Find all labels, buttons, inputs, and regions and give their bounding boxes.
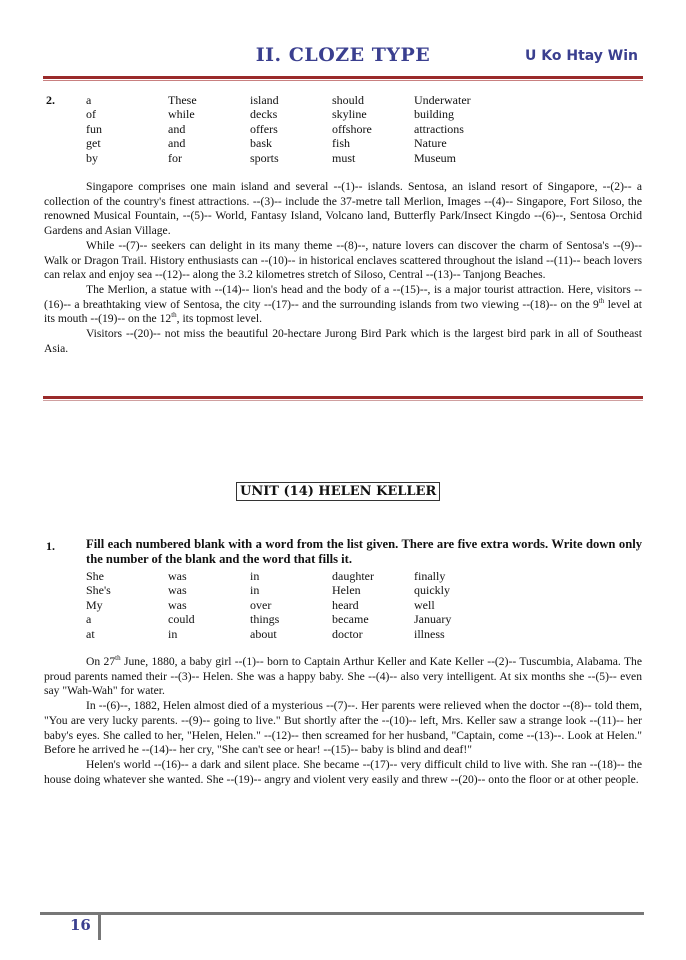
word-list-item: daughter [332, 569, 374, 583]
word-list-row [86, 612, 451, 626]
passage-paragraph: In --(6)--, 1882, Helen almost died of a mysterious --(7)--. Her parents were relieved when the doctor --(8)-- told them, "You are very lucky parents. --(9)-- going to live." But shortly after the --(10)-- left, Mrs. Keller saw a strange look --(11)-- her baby's eyes. She called to her, "Helen, Helen." --(12)-- then screamed for her husband, "Captain, come --(13)--. Look at Helen." Before he arrived he --(14)-- her cry, "She can't see or hear! --(15)-- baby is blind and deaf!" [44, 699, 642, 757]
word-list-item: Nature [414, 136, 447, 151]
word-list-item: and [168, 121, 186, 136]
section-divider-thin [43, 400, 643, 401]
author-name: U Ko Htay Win [525, 48, 638, 64]
passage-paragraph: Helen's world --(16)-- a dark and silent place. She became --(17)-- very difficult child to live with. She ran --(18)-- the house doing whatever she wanted. She --(19)-- angry and violent very easily and threw --(20)-- onto the floor or at other people. [44, 757, 642, 786]
section-divider [43, 396, 643, 399]
word-list-item: My [86, 597, 103, 612]
unit-title: UNIT (14) HELEN KELLER [236, 482, 440, 501]
word-list-item: in [168, 626, 178, 641]
word-list-row [86, 627, 451, 641]
word-list-row [86, 136, 471, 150]
cloze-passage [44, 180, 642, 356]
word-list-item: get [86, 136, 101, 151]
word-list-item: well [414, 597, 435, 612]
word-list-item: fun [86, 121, 102, 136]
word-list-row [86, 122, 471, 136]
word-list-item: a [86, 93, 92, 107]
word-list-item: fish [332, 136, 350, 151]
word-list-item: and [168, 136, 186, 151]
word-list-item: heard [332, 597, 359, 612]
word-list-item: Museum [414, 150, 456, 165]
word-list-item: at [86, 626, 95, 641]
word-list-item: She [86, 569, 104, 583]
word-list-table [86, 569, 451, 641]
footer-bar [98, 912, 101, 940]
word-list-item: was [168, 597, 187, 612]
word-list-item: sports [250, 150, 279, 165]
exercise-instruction: Fill each numbered blank with a word from the list given. There are five extra words. Write down only the number of the blank and the word that fills it. [86, 537, 642, 566]
word-list-item: These [168, 93, 197, 107]
exercise-number: 2. [46, 93, 55, 107]
word-list-item: could [168, 612, 195, 627]
word-list-item: while [168, 107, 195, 122]
word-list-item: offshore [332, 121, 372, 136]
word-list-item: attractions [414, 121, 464, 136]
word-list-item: island [250, 93, 279, 107]
ordinal-suffix: th [115, 654, 121, 663]
word-list-item: became [332, 612, 369, 627]
word-list-item: must [332, 150, 356, 165]
paragraph-text: On 27 [86, 655, 116, 668]
exercise-number: 1. [46, 539, 55, 553]
passage-paragraph [44, 655, 642, 699]
ordinal-suffix: th [598, 296, 605, 305]
word-list-item: should [332, 93, 365, 107]
cloze-passage [44, 655, 642, 787]
section-title: II. CLOZE TYPE [255, 44, 431, 66]
word-list-item: Underwater [414, 93, 471, 107]
word-list-item: about [250, 626, 277, 641]
word-list-row [86, 583, 451, 597]
word-list-item: quickly [414, 583, 450, 598]
word-list-item: was [168, 569, 187, 583]
word-list-item: a [86, 612, 92, 627]
word-list-item: January [414, 612, 452, 627]
paragraph-text: The Merlion, a statue with --(14)-- lion's head and the body of a --(15)--, is a major tourist attraction. Here, visitors --(16)-- a breathtaking view of Sentosa, the city --(17)-- and the surrounding islands from two viewing --(18)-- on the 9 [44, 282, 642, 311]
word-list-item: finally [414, 569, 446, 583]
word-list-item: by [86, 150, 98, 165]
word-list-item: of [86, 107, 96, 122]
paragraph-text: , its topmost level. [176, 312, 262, 326]
word-list-item: decks [250, 107, 278, 122]
word-list-row [86, 151, 471, 165]
passage-paragraph: While --(7)-- seekers can delight in its many theme --(8)--, nature lovers can discover the charm of Sentosa's --(9)-- Walk or Dragon Trail. History enthusiasts can --(10)-- in historical enclaves scattered throughout the island --(11)-- beach lovers can relax and enjoy sea --(12)-- along the 3.2 kilometres stretch of Siloso, Central --(13)-- Tanjong Beaches. [44, 238, 642, 282]
word-list-row [86, 107, 471, 121]
word-list-item: Helen [332, 583, 361, 598]
word-list-item: illness [414, 626, 445, 641]
word-list-row [86, 598, 451, 612]
header-divider-thin [43, 80, 643, 81]
passage-paragraph [44, 283, 642, 327]
word-list-item: for [168, 150, 182, 165]
passage-paragraph: Singapore comprises one main island and several --(1)-- islands. Sentosa, an island resort of Singapore, --(2)-- a collection of the country's finest attractions. --(3)-- include the 37-metre tall Merlion, Images --(4)-- Singapore, Fort Siloso, the renowned Musical Fountain, --(5)-- World, Fantasy Island, Volcano land, Butterfly Park/Insect Kingdo --(6)--, Sentosa Orchid Gardens and Asian Village. [44, 180, 642, 238]
paragraph-text: June, 1880, a baby girl --(1)-- born to Captain Arthur Keller and Kate Keller --(2)-- Tuscumbia, Alabama. The proud parents named their --(3)-- Helen. She was a happy baby. She --(4)-- also very intelligent. At six months she --(5)-- even say "Wah-Wah" for water. [44, 655, 642, 698]
paragraph-text: level at its mouth --(19)-- on the 12 [44, 297, 642, 326]
footer-divider [40, 912, 644, 915]
ordinal-suffix: th [171, 311, 177, 320]
word-list-item: was [168, 583, 187, 598]
word-list-item: offers [250, 121, 278, 136]
word-list-item: doctor [332, 626, 363, 641]
word-list-item: over [250, 597, 272, 612]
passage-paragraph: Visitors --(20)-- not miss the beautiful 20-hectare Jurong Bird Park which is the largest bird park in all of Southeast Asia. [44, 327, 642, 355]
word-list-item: skyline [332, 107, 367, 122]
word-list-item: She's [86, 583, 111, 598]
word-list-item: building [414, 107, 455, 122]
word-list-item: in [250, 569, 260, 583]
word-list-table [86, 93, 471, 165]
header-divider [43, 76, 643, 79]
word-list-item: in [250, 583, 260, 598]
word-list-item: bask [250, 136, 272, 151]
word-list-item: things [250, 612, 280, 627]
word-list-row [86, 93, 471, 107]
word-list-row [86, 569, 451, 583]
page-number: 16 [70, 916, 91, 934]
